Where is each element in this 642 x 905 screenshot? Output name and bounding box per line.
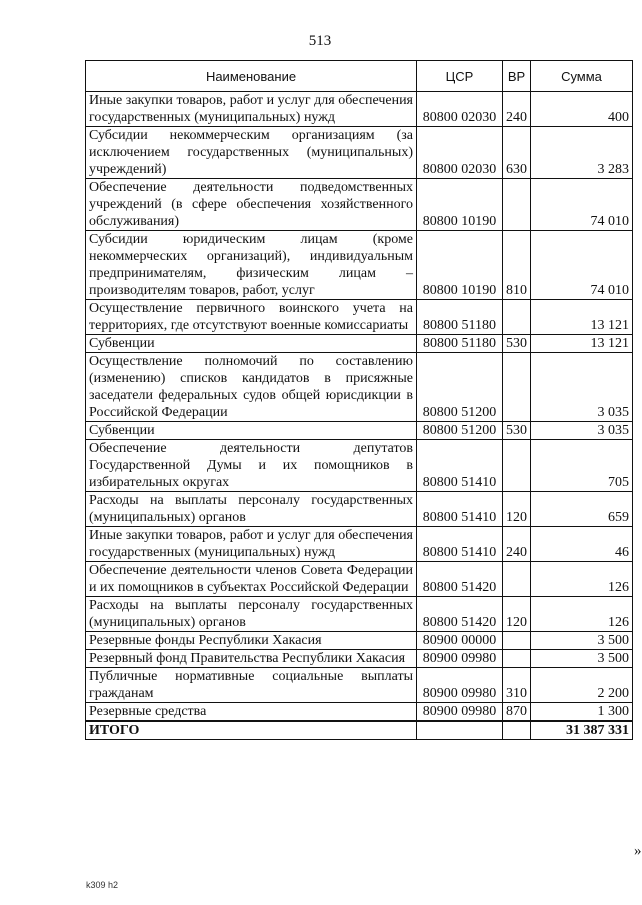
row-vr: 120 bbox=[503, 492, 531, 527]
row-csr: 80800 02030 bbox=[417, 92, 503, 127]
table-row bbox=[86, 179, 633, 231]
footer-code: k309 h2 bbox=[86, 880, 119, 890]
table-row bbox=[86, 335, 633, 353]
total-csr-cell bbox=[417, 721, 503, 740]
row-sum: 13 121 bbox=[531, 300, 633, 335]
table-row bbox=[86, 527, 633, 562]
table-row bbox=[86, 492, 633, 527]
row-vr bbox=[503, 650, 531, 668]
total-label: ИТОГО bbox=[86, 721, 417, 740]
row-name: Публичные нормативные социальные выплаты гражданам bbox=[86, 668, 417, 703]
row-name: Субсидии юридическим лицам (кроме некоммерческих организаций), индивидуальным предпринимателям, физическим лицам – производителям товаров, работ, услуг bbox=[86, 231, 417, 300]
row-vr: 630 bbox=[503, 127, 531, 179]
row-sum: 1 300 bbox=[531, 703, 633, 722]
row-vr bbox=[503, 300, 531, 335]
table-row bbox=[86, 562, 633, 597]
table-row bbox=[86, 440, 633, 492]
total-row bbox=[86, 721, 633, 740]
row-csr: 80900 09980 bbox=[417, 650, 503, 668]
row-sum: 3 283 bbox=[531, 127, 633, 179]
row-name: Резервный фонд Правительства Республики Хакасия bbox=[86, 650, 417, 668]
row-name: Обеспечение деятельности членов Совета Федерации и их помощников в субъектах Российской Федерации bbox=[86, 562, 417, 597]
row-name: Субвенции bbox=[86, 422, 417, 440]
row-sum: 3 500 bbox=[531, 632, 633, 650]
row-csr: 80800 51180 bbox=[417, 335, 503, 353]
row-sum: 2 200 bbox=[531, 668, 633, 703]
row-vr: 530 bbox=[503, 335, 531, 353]
row-vr: 810 bbox=[503, 231, 531, 300]
row-csr: 80900 00000 bbox=[417, 632, 503, 650]
row-sum: 74 010 bbox=[531, 231, 633, 300]
row-vr: 240 bbox=[503, 527, 531, 562]
row-name: Осуществление полномочий по составлению (изменению) списков кандидатов в присяжные заседатели федеральных судов общей юрисдикции в Российской Федерации bbox=[86, 353, 417, 422]
row-sum: 705 bbox=[531, 440, 633, 492]
row-name: Резервные фонды Республики Хакасия bbox=[86, 632, 417, 650]
row-csr: 80800 51420 bbox=[417, 562, 503, 597]
row-vr bbox=[503, 632, 531, 650]
table-row bbox=[86, 231, 633, 300]
row-sum: 126 bbox=[531, 562, 633, 597]
table-row bbox=[86, 422, 633, 440]
total-sum: 31 387 331 bbox=[531, 721, 633, 740]
row-sum: 13 121 bbox=[531, 335, 633, 353]
row-csr: 80800 51410 bbox=[417, 527, 503, 562]
row-vr: 310 bbox=[503, 668, 531, 703]
row-name: Иные закупки товаров, работ и услуг для обеспечения государственных (муниципальных) нужд bbox=[86, 527, 417, 562]
closing-quote: » bbox=[634, 843, 642, 859]
total-vr-cell bbox=[503, 721, 531, 740]
row-name: Иные закупки товаров, работ и услуг для обеспечения государственных (муниципальных) нужд bbox=[86, 92, 417, 127]
table-row bbox=[86, 632, 633, 650]
row-sum: 3 035 bbox=[531, 353, 633, 422]
row-name: Расходы на выплаты персоналу государственных (муниципальных) органов bbox=[86, 492, 417, 527]
row-csr: 80800 51200 bbox=[417, 422, 503, 440]
row-sum: 400 bbox=[531, 92, 633, 127]
header-vr: ВР bbox=[503, 61, 531, 92]
row-vr bbox=[503, 179, 531, 231]
row-vr bbox=[503, 353, 531, 422]
row-vr bbox=[503, 562, 531, 597]
table-row bbox=[86, 92, 633, 127]
table-row bbox=[86, 703, 633, 722]
row-csr: 80800 10190 bbox=[417, 231, 503, 300]
table-row bbox=[86, 650, 633, 668]
row-csr: 80800 10190 bbox=[417, 179, 503, 231]
table-row bbox=[86, 127, 633, 179]
row-csr: 80800 02030 bbox=[417, 127, 503, 179]
row-name: Резервные средства bbox=[86, 703, 417, 722]
row-sum: 46 bbox=[531, 527, 633, 562]
page-number: 513 bbox=[308, 33, 332, 49]
row-name: Расходы на выплаты персоналу государственных (муниципальных) органов bbox=[86, 597, 417, 632]
table-header-row bbox=[86, 61, 633, 92]
row-vr bbox=[503, 440, 531, 492]
row-sum: 3 035 bbox=[531, 422, 633, 440]
row-name: Обеспечение деятельности подведомственных учреждений (в сфере обеспечения хозяйственного обслуживания) bbox=[86, 179, 417, 231]
row-name: Субсидии некоммерческим организациям (за исключением государственных (муниципальных) учреждений) bbox=[86, 127, 417, 179]
table-body bbox=[86, 92, 633, 722]
row-name: Субвенции bbox=[86, 335, 417, 353]
row-csr: 80800 51410 bbox=[417, 492, 503, 527]
header-csr: ЦСР bbox=[417, 61, 503, 92]
row-sum: 126 bbox=[531, 597, 633, 632]
row-name: Осуществление первичного воинского учета на территориях, где отсутствуют военные комиссариаты bbox=[86, 300, 417, 335]
row-vr: 530 bbox=[503, 422, 531, 440]
header-name: Наименование bbox=[86, 61, 417, 92]
row-vr: 120 bbox=[503, 597, 531, 632]
row-sum: 659 bbox=[531, 492, 633, 527]
table-row bbox=[86, 597, 633, 632]
row-sum: 74 010 bbox=[531, 179, 633, 231]
row-vr: 240 bbox=[503, 92, 531, 127]
row-csr: 80800 51410 bbox=[417, 440, 503, 492]
row-csr: 80900 09980 bbox=[417, 668, 503, 703]
row-vr: 870 bbox=[503, 703, 531, 722]
table-row bbox=[86, 300, 633, 335]
row-csr: 80800 51200 bbox=[417, 353, 503, 422]
row-name: Обеспечение деятельности депутатов Государственной Думы и их помощников в избирательных округах bbox=[86, 440, 417, 492]
table-row bbox=[86, 668, 633, 703]
row-csr: 80800 51180 bbox=[417, 300, 503, 335]
header-sum: Сумма bbox=[531, 61, 633, 92]
table-row bbox=[86, 353, 633, 422]
row-sum: 3 500 bbox=[531, 650, 633, 668]
row-csr: 80800 51420 bbox=[417, 597, 503, 632]
row-csr: 80900 09980 bbox=[417, 703, 503, 722]
budget-table bbox=[85, 60, 633, 740]
